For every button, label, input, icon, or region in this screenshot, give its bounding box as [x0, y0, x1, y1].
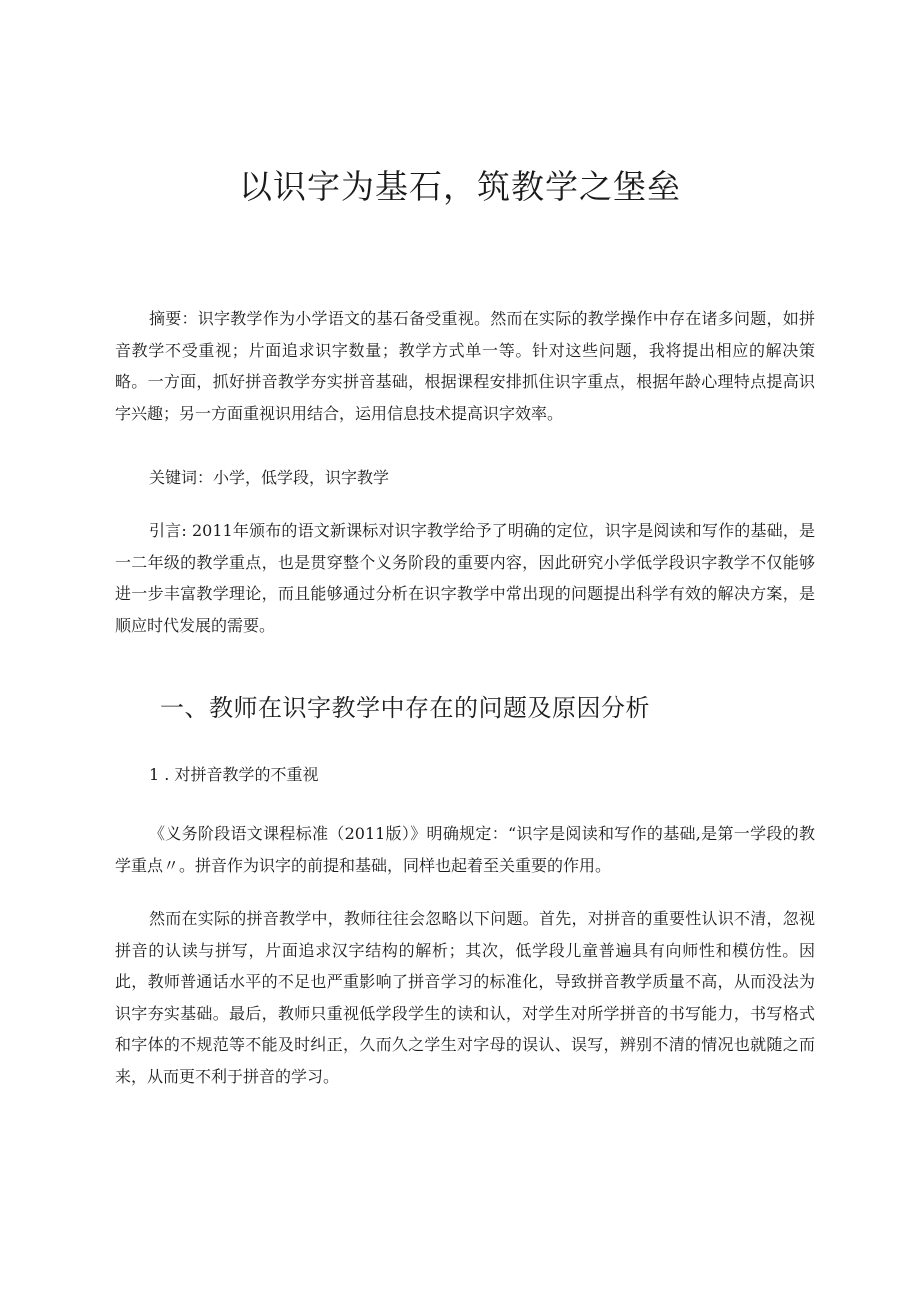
- section-heading: 一、教师在识字教学中存在的问题及原因分析: [160, 694, 650, 722]
- intro-paragraph: 引言: 2011年颁布的语文新课标对识字教学给予了明确的定位，识字是阅读和写作的基础，是一二年级的教学重点，也是贯穿整个义务阶段的重要内容，因此研究小学低学段识字教学不仅能够进一步丰富教学理论，而且能够通过分析在识字教学中常出现的问题提出科学有效的解决方案，是顺应时代发展的需要。: [115, 521, 815, 635]
- pinyin-problems-paragraph: 然而在实际的拼音教学中，教师往往会忽略以下问题。首先，对拼音的重要性认识不清，忽视拼音的认读与拼写，片面追求汉字结构的解析；其次，低学段儿童普遍具有向师性和模仿性。因此，教师普通话水平的不足也严重影响了拼音学习的标准化，导致拼音教学质量不高，从而没法为识字夯实基础。最后，教师只重视低学段学生的读和认，对学生对所学拼音的书写能力，书写格式和字体的不规范等不能及时纠正，久而久之学生对字母的误认、误写，辨别不清的情况也就随之而来，从而更不利于拼音的学习。: [115, 909, 815, 1086]
- abstract-paragraph: 摘要：识字教学作为小学语文的基石备受重视。然而在实际的教学操作中存在诸多问题，如拼音教学不受重视；片面追求识字数量；教学方式单一等。针对这些问题，我将提出相应的解决策略。一方面，抓好拼音教学夯实拼音基础，根据课程安排抓住识字重点，根据年龄心理特点提高识字兴趣；另一方面重视识用结合，运用信息技术提高识字效率。: [115, 309, 815, 423]
- curriculum-standard-paragraph: 《义务阶段语文课程标准（2011版）》明确规定：“识字是阅读和写作的基础,是第一学段的教学重点〃。拼音作为识字的前提和基础，同样也起着至关重要的作用。: [115, 824, 815, 875]
- subsection-heading: 1 . 对拼音教学的不重视: [149, 765, 319, 784]
- document-title: 以识字为基石，筑教学之堡垒: [239, 167, 681, 206]
- keywords-paragraph: 关键词：小学，低学段，识字教学: [149, 468, 390, 487]
